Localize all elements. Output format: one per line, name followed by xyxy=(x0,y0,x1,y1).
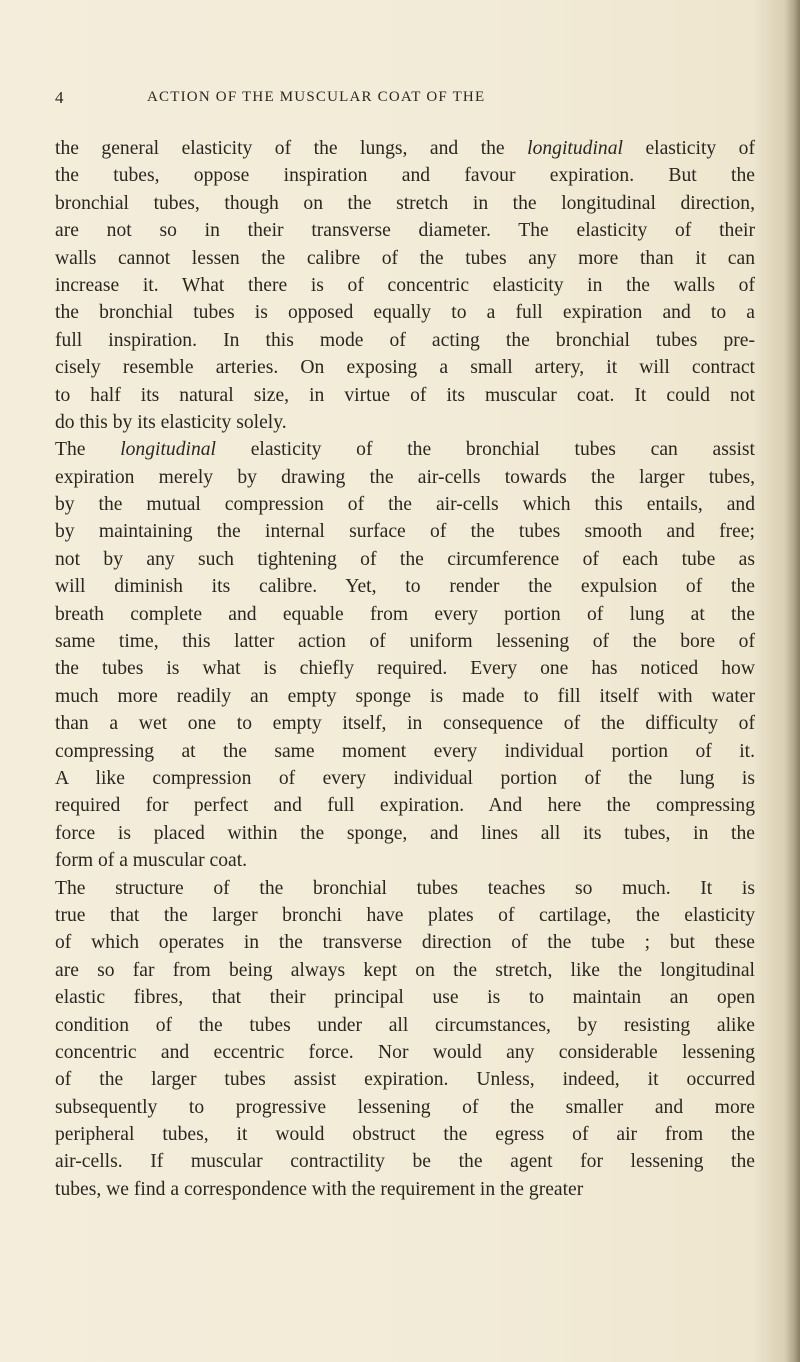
text-run: same time, this latter action of uniform lessening of the bore of xyxy=(55,631,755,653)
text-line xyxy=(55,245,755,272)
text-run: walls cannot lessen the calibre of the tubes any more than it can xyxy=(55,247,755,269)
text-line xyxy=(55,299,755,326)
text-line xyxy=(55,382,755,409)
text-run: The structure of the bronchial tubes teaches so much. It is xyxy=(55,877,755,899)
italic-run: longitudinal xyxy=(120,439,216,461)
text-run: air-cells. If muscular contractility be the agent for lessening the xyxy=(55,1151,755,1173)
running-head: ACTION OF THE MUSCULAR COAT OF THE xyxy=(147,89,486,105)
text-line xyxy=(55,436,755,463)
text-run: peripheral tubes, it would obstruct the egress of air from the xyxy=(55,1124,755,1146)
text-run: full inspiration. In this mode of acting the bronchial tubes pre- xyxy=(55,329,755,351)
text-line xyxy=(55,327,755,354)
text-line xyxy=(55,1148,755,1175)
text-line xyxy=(55,190,755,217)
text-line xyxy=(55,135,755,162)
text-line xyxy=(55,162,755,189)
text-line xyxy=(55,875,755,902)
text-run: the tubes, oppose inspiration and favour expiration. But the xyxy=(55,165,755,187)
text-line xyxy=(55,1176,755,1203)
text-line xyxy=(55,1066,755,1093)
text-line xyxy=(55,354,755,381)
text-line xyxy=(55,820,755,847)
text-run: the general elasticity of the lungs, and the xyxy=(55,138,528,159)
text-run: breath complete and equable from every portion of lung at the xyxy=(55,603,755,625)
text-run: by the mutual compression of the air-cells which this entails, and xyxy=(55,494,755,516)
text-run: to half its natural size, in virtue of its muscular coat. It could not xyxy=(55,384,755,406)
text-line xyxy=(55,464,755,491)
text-line xyxy=(55,847,755,874)
text-line xyxy=(55,217,755,244)
text-run: are so far from being always kept on the stretch, like the longitudinal xyxy=(55,959,755,981)
text-run: bronchial tubes, though on the stretch in the longitudinal direction, xyxy=(55,192,755,214)
text-run: The xyxy=(55,439,121,461)
text-line xyxy=(55,738,755,765)
text-line xyxy=(55,518,755,545)
text-run: of the larger tubes assist expiration. Unless, indeed, it occurred xyxy=(55,1069,755,1091)
text-line xyxy=(55,765,755,792)
text-run: by maintaining the internal surface of the tubes smooth and free; xyxy=(55,521,755,543)
text-line xyxy=(55,683,755,710)
text-run: force is placed within the sponge, and lines all its tubes, in the xyxy=(55,822,755,844)
text-line xyxy=(55,1121,755,1148)
text-line xyxy=(55,929,755,956)
text-run: true that the larger bronchi have plates of cartilage, the elasticity xyxy=(55,904,755,926)
text-run: will diminish its calibre. Yet, to render the expulsion of the xyxy=(55,576,755,598)
text-line xyxy=(55,546,755,573)
text-run: the bronchial tubes is opposed equally to a full expiration and to a xyxy=(55,302,755,324)
text-run: are not so in their transverse diameter. The elasticity of their xyxy=(55,220,755,242)
text-run: do this by its elasticity solely. xyxy=(55,411,287,433)
text-run: cisely resemble arteries. On exposing a small artery, it will contract xyxy=(55,357,755,379)
text-run: A like compression of every individual portion of the lung is xyxy=(55,767,755,789)
text-run: compressing at the same moment every individual portion of it. xyxy=(55,740,755,762)
text-run: expiration merely by drawing the air-cells towards the larger tubes, xyxy=(55,466,755,488)
text-line xyxy=(55,272,755,299)
text-run: subsequently to progressive lessening of the smaller and more xyxy=(55,1096,755,1118)
text-line xyxy=(55,655,755,682)
text-line xyxy=(55,902,755,929)
text-run: form of a muscular coat. xyxy=(55,850,248,872)
text-run: elastic fibres, that their principal use is to maintain an open xyxy=(55,987,755,1009)
text-line xyxy=(55,409,755,436)
italic-run: longitudinal xyxy=(527,138,623,159)
page-number: 4 xyxy=(55,88,65,107)
text-line xyxy=(55,573,755,600)
text-line xyxy=(55,491,755,518)
body-text xyxy=(55,135,755,1203)
text-run: the tubes is what is chiefly required. Every one has noticed how xyxy=(55,658,755,680)
text-run: increase it. What there is of concentric elasticity in the walls of xyxy=(55,274,755,296)
text-run: than a wet one to empty itself, in consequence of the difficulty of xyxy=(55,713,755,735)
text-run: much more readily an empty sponge is made to fill itself with water xyxy=(55,685,755,707)
text-run: of which operates in the transverse direction of the tube ; but these xyxy=(55,932,755,954)
text-run: concentric and eccentric force. Nor would any considerable lessening xyxy=(55,1041,755,1063)
text-line xyxy=(55,957,755,984)
text-line xyxy=(55,984,755,1011)
text-run: elasticity of the bronchial tubes can assist xyxy=(216,439,755,461)
text-run: tubes, we find a correspondence with the requirement in the greater xyxy=(55,1178,584,1200)
text-run: condition of the tubes under all circumstances, by resisting alike xyxy=(55,1014,755,1036)
text-run: not by any such tightening of the circumference of each tube as xyxy=(55,548,755,570)
text-line xyxy=(55,792,755,819)
text-run: elasticity of xyxy=(622,138,755,159)
text-line xyxy=(55,601,755,628)
text-line xyxy=(55,1039,755,1066)
text-line xyxy=(55,628,755,655)
text-run: required for perfect and full expiration. And here the compressing xyxy=(55,795,755,817)
text-line xyxy=(55,1094,755,1121)
page-edge-shadow xyxy=(786,0,800,1362)
text-line xyxy=(55,1012,755,1039)
page-header xyxy=(55,88,745,112)
text-line xyxy=(55,710,755,737)
